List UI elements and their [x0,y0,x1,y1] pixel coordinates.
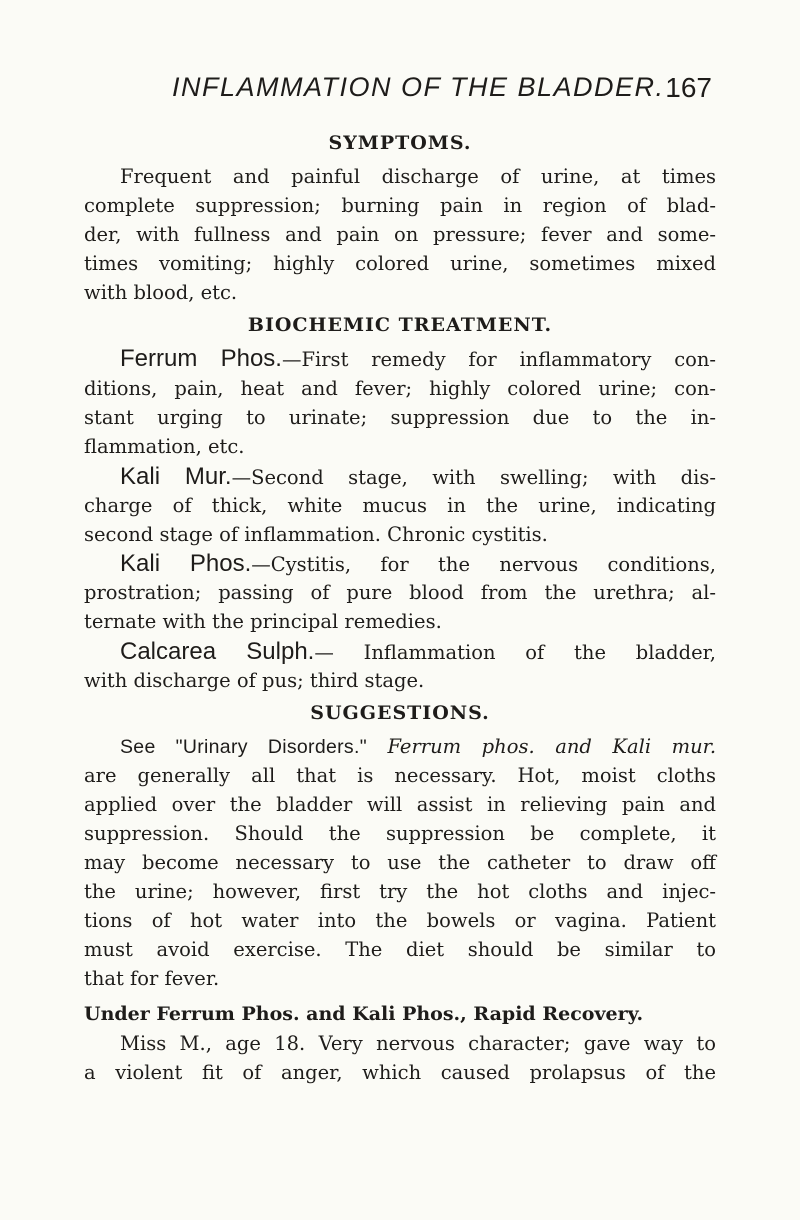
remedy-name-ferrum-phos: Ferrum Phos. [120,345,282,372]
remedy-name-kali-phos: Kali Phos. [120,550,252,577]
and-text: and [555,735,592,758]
kali-mur-first-line [120,463,716,492]
symptoms-line: der, with fullness and pain on pressure; fever and some- [84,223,716,246]
kali-phos-line: prostration; passing of pure blood from the urethra; al- [84,581,716,604]
kali-mur-line: charge of thick, white mucus in the urine, indicating [84,494,716,517]
suggestions-line: may become necessary to use the catheter to draw off [84,851,716,874]
remedy-text: —Second stage, with swelling; with dis- [231,466,716,489]
kali-phos-first-line [120,550,716,579]
suggestions-first-line [120,733,716,761]
case-line: a violent fit of anger, which caused prolapsus of the [84,1061,716,1084]
kali-mur-line: second stage of inflammation. Chronic cystitis. [84,523,548,546]
running-head [172,72,712,112]
suggestions-line: are generally all that is necessary. Hot, moist cloths [84,764,716,787]
ferrum-phos-line: stant urging to urinate; suppression due to the in- [84,406,716,429]
symptoms-line: Frequent and painful discharge of urine, at times [120,165,716,188]
ferrum-phos-line: flammation, etc. [84,435,245,458]
treatment-heading: BIOCHEMIC TREATMENT. [247,314,553,336]
suggestions-line: the urine; however, first try the hot cloths and injec- [84,880,716,903]
symptoms-line: times vomiting; highly colored urine, sometimes mixed [84,252,716,275]
symptoms-line: complete suppression; burning pain in region of blad- [84,194,716,217]
suggestions-line: tions of hot water into the bowels or vagina. Patient [84,909,716,932]
suggestions-heading: SUGGESTIONS. [310,702,490,724]
remedy-text: —Cystitis, for the nervous conditions, [251,553,716,576]
case-heading: Under Ferrum Phos. and Kali Phos., Rapid Recovery. [84,1003,644,1025]
kali-phos-line: ternate with the principal remedies. [84,610,442,633]
symptoms-line: with blood, etc. [84,281,238,304]
remedy-name-calcarea-sulph: Calcarea Sulph. [120,638,315,665]
remedy-text: —First remedy for inflammatory con- [281,348,716,371]
suggestions-line: suppression. Should the suppression be complete, it [84,822,716,845]
remedy-ref-ferrum: Ferrum phos. [387,735,535,758]
calcarea-sulph-first-line [120,638,716,667]
running-title: INFLAMMATION OF THE BLADDER. [172,72,665,102]
suggestions-line: that for fever. [84,967,220,990]
remedy-ref-kali: Kali mur. [612,735,717,758]
see-reference: See "Urinary Disorders." [120,736,367,758]
case-line: Miss M., age 18. Very nervous character; gave way to [120,1032,716,1055]
ferrum-phos-line: ditions, pain, heat and fever; highly colored urine; con- [84,377,716,400]
symptoms-heading: SYMPTOMS. [328,132,472,154]
suggestions-line: must avoid exercise. The diet should be similar to [84,938,716,961]
remedy-name-kali-mur: Kali Mur. [120,463,232,490]
ferrum-phos-first-line [120,345,716,374]
suggestions-line: applied over the bladder will assist in relieving pain and [84,793,716,816]
calcarea-sulph-line: with discharge of pus; third stage. [84,669,425,692]
remedy-text: — Inflammation of the bladder, [314,641,716,664]
page-number: 167 [665,72,712,103]
